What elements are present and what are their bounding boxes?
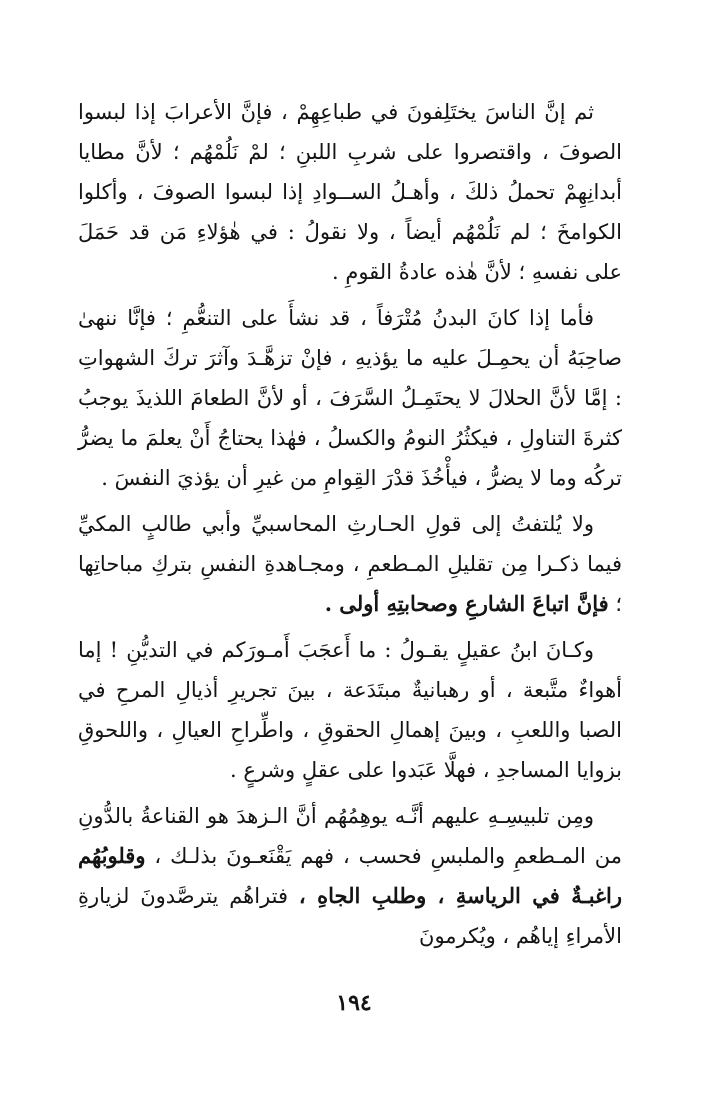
paragraph-3-bold-text: فإنَّ اتباعَ الشارعِ وصحابتِهِ أولى .	[324, 591, 609, 616]
paragraph-5-bold-text: وقلوبُهُم راغبـةٌ في الرياسةِ ، وطلبِ الجاهِ ،	[78, 843, 622, 908]
paragraph-3	[78, 504, 622, 624]
paragraph-4: وكـانَ ابنُ عقيلٍ يقـولُ : ما أَعجَبَ أَمـورَكم في التديُّنِ ! إما أهواءٌ متَّبعة ، أو رهبانيةٌ مبتَدَعة ، بينَ تجريرِ أذيالِ المرحِ في الصبا واللعبِ ، وبينَ إهمالِ الحقوقِ ، واطِّراحِ العيالِ ، واللحوقِ بزوايا المساجدِ ، فهلَّا عَبَدوا على عقلٍ وشرعٍ .	[78, 638, 622, 782]
body-text	[78, 92, 622, 956]
paragraph-5	[78, 796, 622, 956]
paragraph-5-text: ومِن تلبيسِـهِ عليهم أنَّـه يوهِمُهُم أنَّ الـزهدَ هو القناعةُ بالدُّونِ من المـطعمِ والملبسِ فحسب ، فهم يَقْنَعـونَ بذلـك ،	[78, 804, 622, 868]
paragraph-2: فأما إذا كانَ البدنُ مُتْرَفاً ، قد نشأَ على التنعُّمِ ؛ فإنَّا ننهىٰ صاحِبَهُ أن يحمِـلَ عليه ما يؤذيهِ ، فإنْ تزهَّـدَ وآثرَ تركَ الشهواتِ : إمَّا لأنَّ الحلالَ لا يحتَمِـلُ السَّرَفَ ، أو لأنَّ الطعامَ اللذيذَ يوجبُ كثرةَ التناولِ ، فيكثُرُ النومُ والكسلُ ، فهٰذا يحتاجُ أَنْ يعلمَ ما يضرُّ تركُه وما لا يضرُّ ، فيأْخُذَ قدْرَ القِوامِ من غيرِ أن يؤذيَ النفسَ .	[78, 306, 622, 490]
paragraph-5-tail-text: فتراهُم يترصَّدونَ لزيارةِ الأمراءِ إياهُم ، ويُكرمونَ	[78, 884, 622, 948]
paragraph-1: ثم إنَّ الناسَ يختَلِفونَ في طباعِهِمْ ، فإنَّ الأعرابَ إذا لبسوا الصوفَ ، واقتصروا على شربِ اللبنِ ؛ لمْ نَلُمْهُم ؛ لأنَّ مطايا أبدانِهِمْ تحملُ ذلكَ ، وأهـلُ الســوادِ إذا لبسوا الصوفَ ، وأكلوا الكوامخَ ؛ لم نَلُمْهُم أيضاً ، ولا نقولُ : في هٰؤلاءِ مَن قد حَمَلَ على نفسهِ ؛ لأنَّ هٰذه عادةُ القومِ .	[78, 100, 622, 284]
page-number: ١٩٤	[336, 990, 372, 1016]
paragraph-3-text: ولا يُلتفتُ إلى قولِ الحـارثِ المحاسبيِّ وأبي طالبٍ المكيِّ فيما ذكـرا مِن تقليلِ المـطعمِ ، ومجـاهدةِ النفسِ بتركِ مباحاتِها ؛	[78, 512, 622, 616]
